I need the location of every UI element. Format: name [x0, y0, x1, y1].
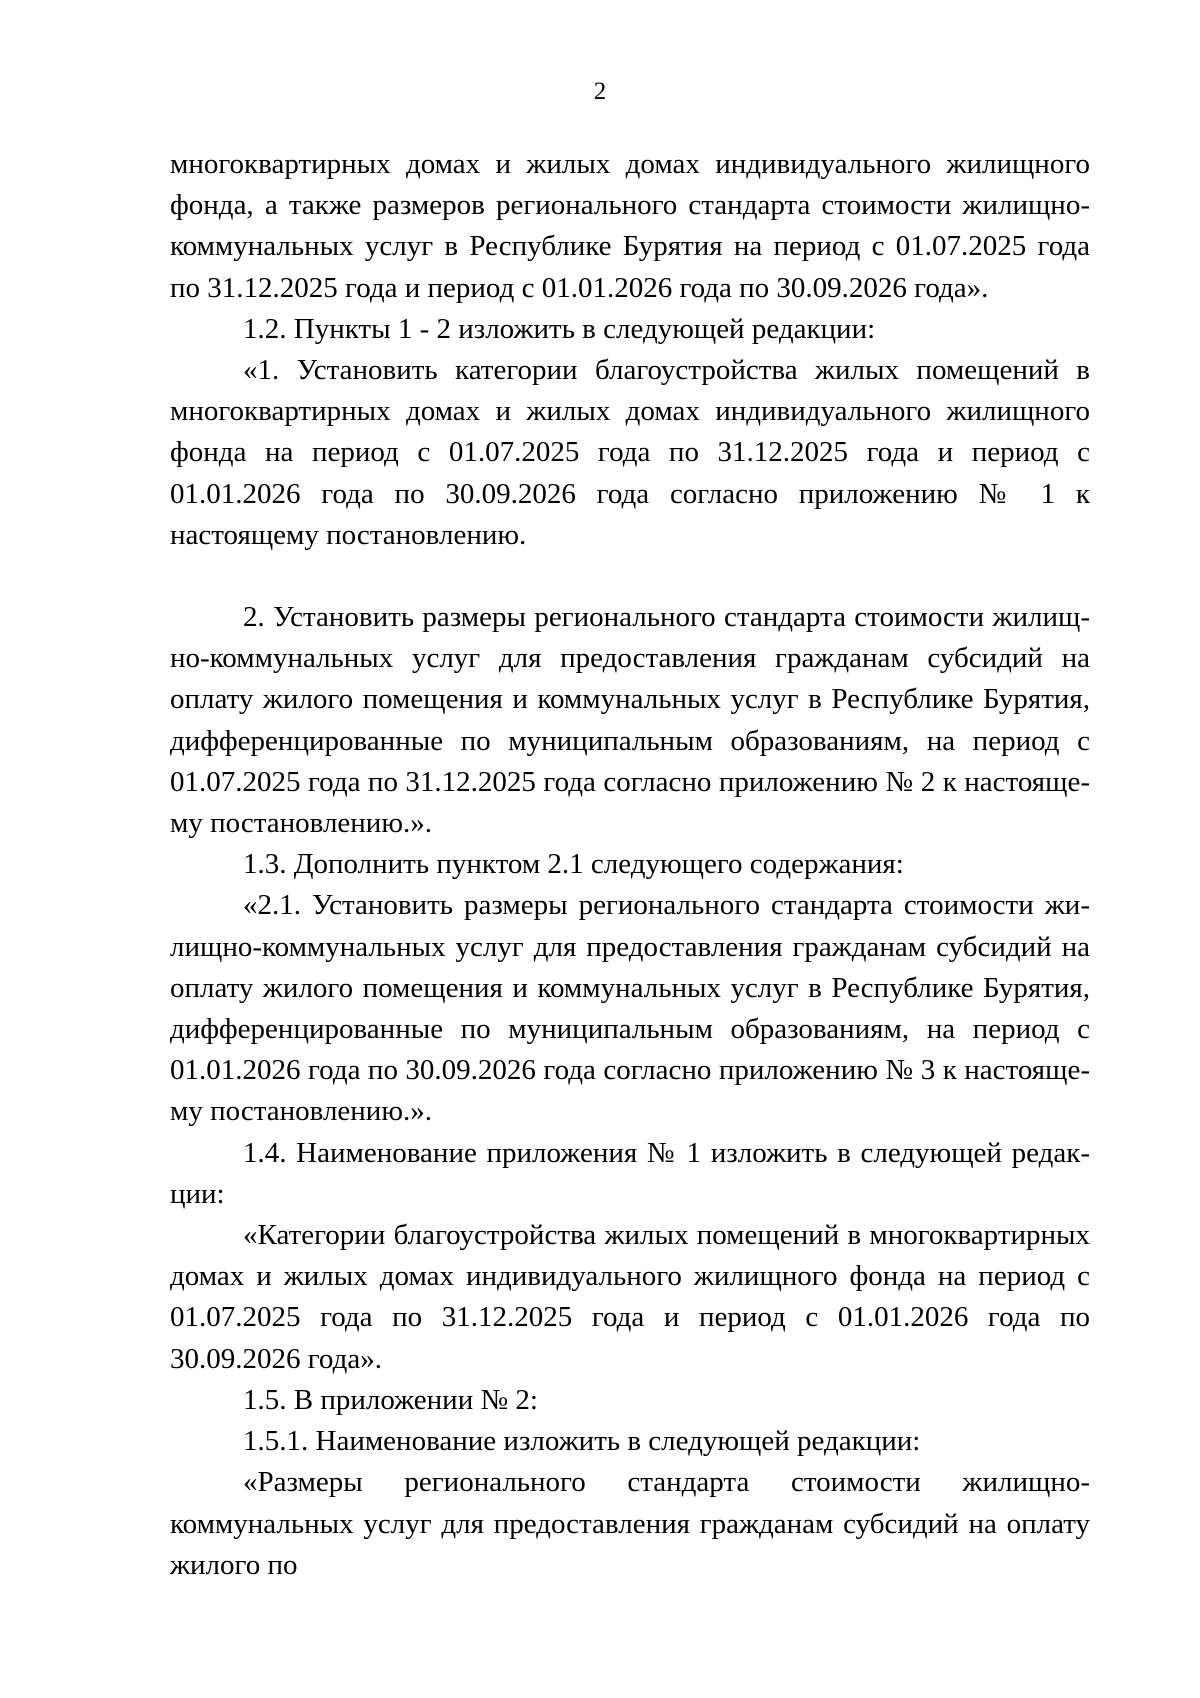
paragraph-quote-appendix-2-title: «Размеры регионального стандарта стоимости жилищно-коммунальных услуг для предоставления гражданам субсидий на оплату жилого по [170, 1466, 1090, 1581]
paragraph-item-1-3: 1.3. Дополнить пунктом 2.1 следующего содержания: [243, 848, 904, 881]
paragraph-item-1-4: 1.4. Наименование приложения № 1 изложить в следующей редакции: [170, 1136, 1090, 1210]
paragraph-quote-item-1: «1. Установить категории благоустройства жилых помещений в многоквартирных домах и жилых домах индивидуального жилищного фонда на период с 01.07.2025 года по 31.12.2025 года и период с 01.01.2026 года по 30.09.2026 года согласно приложению № 1 к настоящему постановлению. [170, 354, 1090, 551]
paragraph-item-1-5: 1.5. В приложении № 2: [243, 1383, 538, 1416]
page-number: 2 [593, 78, 607, 105]
document-body [170, 144, 1090, 1586]
paragraph-item-1-2: 1.2. Пункты 1 - 2 изложить в следующей редакции: [243, 312, 876, 345]
paragraph-item-1-5-1: 1.5.1. Наименование изложить в следующей редакции: [243, 1425, 921, 1458]
paragraph-quote-appendix-1-title: «Категории благоустройства жилых помещений в многоквартирных домах и жилых домах индивидуального жилищного фонда на период с 01.07.2025 года по 31.12.2025 года и период с 01.01.2026 года по 30.09.2026 года». [170, 1219, 1090, 1375]
paragraph-continuation: многоквартирных домах и жилых домах индивидуального жилищного фонда, а также размеров регионального стандарта стоимости жилищно-коммунальных услуг в Республике Бурятия на период с 01.07.2025 года по 31.12.2025 года и период с 01.01.2026 года по 30.09.2026 года». [170, 148, 1090, 304]
paragraph-quote-item-2-1: «2.1. Установить размеры регионального стандарта стоимости жилищно-коммунальных услуг для предоставления гражданам субсидий на оплату жилого помещения и коммунальных услуг в Республике Бурятия, дифференцированные по муниципальным образованиям, на период с 01.01.2026 года по 30.09.2026 года согласно приложению № 3 к настоящему постановлению.». [170, 889, 1090, 1128]
paragraph-quote-item-2: 2. Установить размеры регионального стандарта стоимости жилищно-коммунальных услуг для предоставления гражданам субсидий на оплату жилого помещения и коммунальных услуг в Республике Бурятия, дифференцированные по муниципальным образованиям, на период с 01.07.2025 года по 31.12.2025 года согласно приложению № 2 к настоящему постановлению.». [170, 601, 1090, 840]
